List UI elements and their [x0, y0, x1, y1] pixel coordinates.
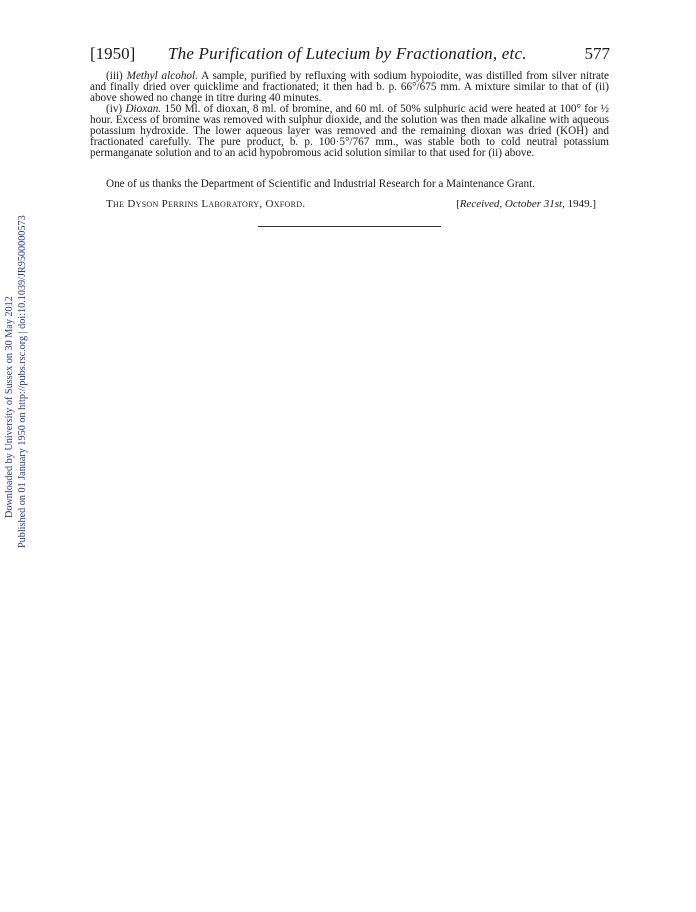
- paragraph-dioxan: [90, 104, 609, 159]
- header-title: The Purification of Lutecium by Fractionation, etc.: [168, 44, 527, 63]
- section-label: (iii): [106, 70, 123, 82]
- received-year: 1949.]: [564, 198, 596, 210]
- paragraph-text: 150 Ml. of dioxan, 8 ml. of bromine, and 60 ml. of 50% sulphuric acid were heated at 100° for ½ hour. Excess of bromine was removed with sulphur dioxide, and the solution was then made alkaline with aqueous potassium hydroxide. The lower aqueous layer was removed and the remaining dioxan was dried (KOH) and fractionated carefully. The pure product, b. p. 100·5°/767 mm., was stable both to cold neutral potassium permanganate solution and to an acid hypobromous acid solution similar to that used for (ii) above.: [90, 103, 610, 159]
- paragraph-text: A sample, purified by refluxing with sodium hypoiodite, was distilled from silver nitrate and finally dried over quicklime and fractionated; it then had b. p. 66°/675 mm. A mixture similar to that of (ii) above showed no change in titre during 40 minutes.: [90, 70, 610, 104]
- affiliation-line: [106, 198, 596, 211]
- header-year: [1950]: [90, 44, 136, 63]
- page-number: 577: [584, 44, 610, 63]
- paragraph-methyl-alcohol: [90, 71, 609, 104]
- section-label: (iv): [106, 103, 123, 115]
- received-bracket: [: [456, 198, 460, 210]
- download-notice-line: Downloaded by University of Sussex on 30 May 2012: [4, 296, 15, 518]
- received-label: Received, October 31st,: [459, 198, 565, 210]
- end-rule: [258, 226, 441, 227]
- acknowledgement: One of us thanks the Department of Scientific and Industrial Research for a Maintenance Grant.: [106, 178, 536, 190]
- download-notice: [0, 0, 40, 912]
- running-header: [90, 43, 610, 65]
- affiliation: The Dyson Perrins Laboratory, Oxford.: [106, 198, 306, 210]
- received-date: [456, 198, 596, 211]
- publication-notice-line[interactable]: Published on 01 January 1950 on http://pubs.rsc.org | doi:10.1039/JR9500000573: [17, 215, 28, 548]
- section-heading: Dioxan.: [125, 103, 162, 115]
- section-heading: Methyl alcohol.: [126, 70, 198, 82]
- article-body: [90, 71, 609, 159]
